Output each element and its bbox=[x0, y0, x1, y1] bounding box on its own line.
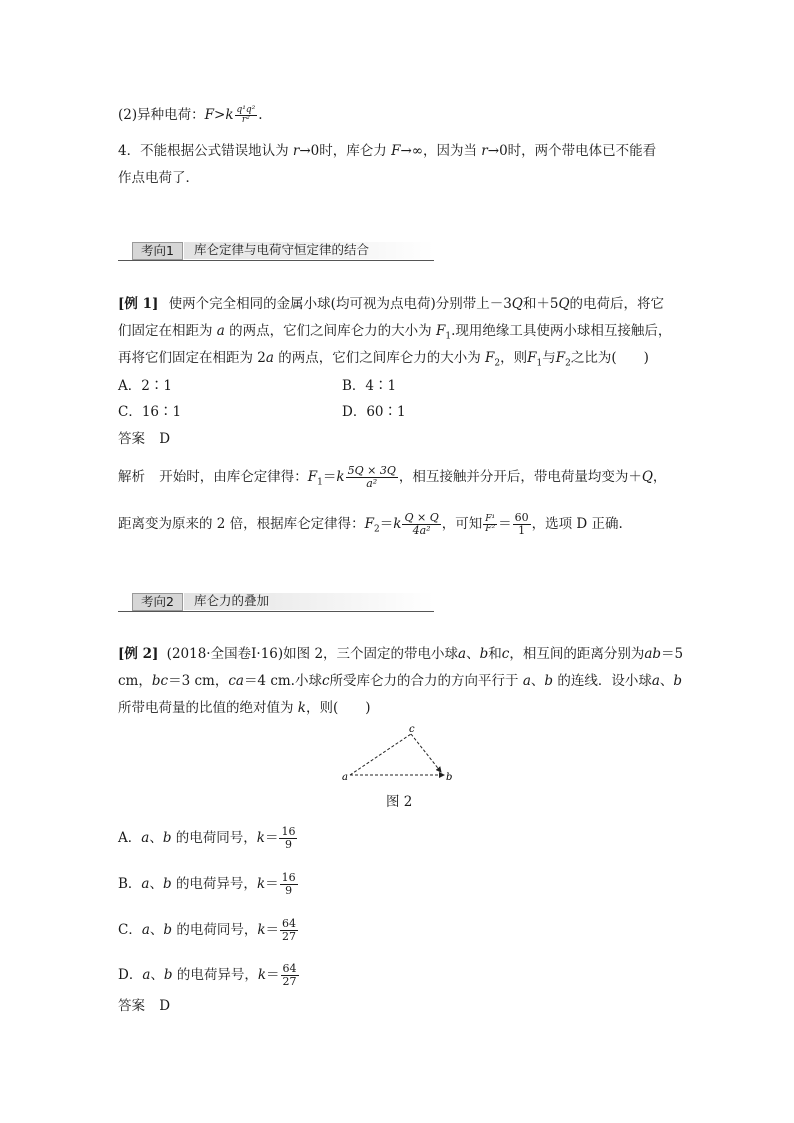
item-2-unlike-charges bbox=[118, 106, 263, 125]
var-r: r bbox=[292, 143, 300, 159]
var-b: b bbox=[544, 673, 554, 689]
var-a: a bbox=[522, 673, 531, 689]
text: .现用绝缘工具使两小球相互接触后， bbox=[451, 323, 672, 339]
text: ，选项 D 正确. bbox=[531, 516, 623, 532]
sep: 、 bbox=[149, 830, 163, 846]
denominator: F² bbox=[485, 524, 496, 534]
text: →∞，因为当 bbox=[400, 143, 477, 159]
var-F: F bbox=[391, 143, 401, 159]
var-r: r bbox=[481, 143, 488, 159]
option-c: C．16∶1 bbox=[118, 404, 182, 420]
option-d: D．60∶1 bbox=[342, 404, 406, 420]
text: 使两个完全相同的金属小球(均可视为点电荷)分别带上－3 bbox=[168, 296, 512, 312]
equals: ＝ bbox=[265, 922, 280, 938]
var-b: b bbox=[163, 922, 173, 938]
numerator: 64 bbox=[282, 962, 297, 975]
denominator: 4a² bbox=[412, 524, 431, 537]
equals: ＝ bbox=[379, 516, 394, 532]
var-k: k bbox=[225, 107, 234, 123]
fraction bbox=[346, 465, 398, 490]
var-b: b bbox=[479, 646, 489, 662]
text: ＝5 bbox=[661, 646, 684, 662]
var-k: k bbox=[257, 922, 266, 938]
var-k: k bbox=[336, 469, 345, 485]
text: 之比为( ) bbox=[570, 350, 649, 366]
answer-value: D bbox=[159, 998, 171, 1014]
text: 4．不能根据公式错误地认为 bbox=[118, 143, 289, 159]
sep: 、 bbox=[149, 876, 163, 892]
var-a: a bbox=[216, 323, 225, 339]
text: 与 bbox=[542, 350, 556, 366]
subscript: 2 bbox=[494, 358, 501, 369]
gt-sign: > bbox=[214, 107, 226, 123]
var-ca: ca bbox=[228, 673, 244, 689]
equals: ＝ bbox=[498, 516, 512, 532]
numerator: Q × Q bbox=[404, 511, 439, 524]
var-k: k bbox=[393, 516, 402, 532]
numerator: 16 bbox=[281, 871, 296, 884]
example2-answer bbox=[118, 997, 170, 1015]
item-4-line1 bbox=[118, 142, 656, 160]
section-rule bbox=[118, 611, 434, 612]
var-a: a bbox=[142, 967, 151, 983]
var-Q: Q bbox=[511, 296, 523, 312]
label-b: b bbox=[446, 772, 453, 783]
text: 所受库仑力的合力的方向平行于 bbox=[329, 673, 519, 689]
section-title: 库仑定律与电荷守恒定律的结合 bbox=[194, 242, 370, 257]
var-Q: Q bbox=[558, 296, 570, 312]
text: ， bbox=[652, 469, 667, 485]
section-header-kaoxiang1 bbox=[118, 241, 434, 261]
option-letter: D． bbox=[118, 967, 143, 983]
option-letter: A． bbox=[118, 830, 142, 846]
option-a bbox=[118, 826, 298, 851]
answer-label: 答案 bbox=[118, 998, 145, 1014]
var-a: a bbox=[458, 646, 467, 662]
period: . bbox=[258, 107, 263, 123]
var-c: c bbox=[321, 673, 330, 689]
var-a: a bbox=[141, 830, 150, 846]
sep: 、 bbox=[659, 673, 674, 689]
text: 和 bbox=[488, 646, 502, 662]
denominator: 1 bbox=[518, 524, 526, 537]
text: 的电荷异号， bbox=[176, 967, 258, 983]
var-F: F bbox=[307, 469, 318, 485]
text: ＝3 cm， bbox=[168, 673, 229, 689]
text: →0时，库仑力 bbox=[299, 143, 387, 159]
text: 的电荷异号， bbox=[175, 876, 257, 892]
text: 开始时，由库仑定律得： bbox=[159, 469, 308, 485]
text: ，可知 bbox=[441, 516, 483, 532]
subscript: 1 bbox=[317, 477, 323, 488]
var-F: F bbox=[485, 350, 495, 366]
var-b: b bbox=[163, 967, 173, 983]
var-c: c bbox=[501, 646, 510, 662]
var-F: F bbox=[555, 350, 566, 366]
text: 的连线．设小球 bbox=[557, 673, 652, 689]
denominator: 9 bbox=[285, 884, 293, 897]
text: 的电荷同号， bbox=[175, 830, 257, 846]
side-ac bbox=[350, 734, 411, 775]
subscript: 2 bbox=[374, 524, 380, 535]
fraction bbox=[281, 963, 299, 988]
var-bc: bc bbox=[151, 673, 169, 689]
side-cb bbox=[411, 734, 441, 772]
example1-solution-line2 bbox=[118, 512, 623, 539]
text: 的电荷后，将它 bbox=[569, 296, 665, 312]
example2-line1 bbox=[118, 645, 683, 663]
var-k: k bbox=[256, 876, 266, 892]
text: 作点电荷了． bbox=[118, 170, 199, 186]
fraction bbox=[235, 106, 258, 125]
numerator: 16 bbox=[281, 825, 296, 838]
denominator: a² bbox=[366, 477, 378, 490]
fraction bbox=[280, 872, 298, 897]
equals: ＝ bbox=[266, 967, 280, 983]
figure-2-triangle bbox=[340, 722, 456, 788]
sep: 、 bbox=[150, 967, 164, 983]
text: ，则( ) bbox=[305, 700, 371, 716]
var-a: a bbox=[141, 922, 150, 938]
text: ，相互接触并分开后，带电荷量均变为＋ bbox=[398, 469, 642, 485]
equals: ＝ bbox=[265, 876, 279, 892]
fraction bbox=[279, 826, 297, 851]
example1-line2 bbox=[118, 322, 671, 346]
fraction bbox=[513, 512, 531, 537]
var-Q: Q bbox=[641, 469, 653, 485]
solution-label: 解析 bbox=[118, 469, 145, 485]
text: 的两点，它们之间库仑力的大小为 bbox=[278, 350, 481, 366]
text: ＝4 cm.小球 bbox=[243, 673, 322, 689]
option-letter: C． bbox=[118, 922, 142, 938]
denominator: r² bbox=[241, 115, 250, 125]
sep: 、 bbox=[530, 673, 545, 689]
section-title: 库仑力的叠加 bbox=[194, 593, 270, 608]
var-ab: ab bbox=[644, 646, 662, 662]
example1-answer bbox=[118, 430, 170, 448]
subscript: 2 bbox=[565, 358, 571, 369]
option-a: A．2∶1 bbox=[118, 378, 172, 394]
text: 们固定在相距为 bbox=[118, 323, 213, 339]
option-b: B．4∶1 bbox=[342, 378, 397, 394]
numerator: 64 bbox=[282, 917, 297, 930]
subscript: 1 bbox=[445, 331, 452, 342]
answer-label: 答案 bbox=[118, 431, 145, 447]
var-b: b bbox=[162, 876, 172, 892]
var-F: F bbox=[435, 323, 446, 339]
text: 的两点，它们之间库仑力的大小为 bbox=[229, 323, 432, 339]
numerator: 5Q × 3Q bbox=[347, 464, 396, 477]
example2-line2 bbox=[118, 672, 682, 690]
label-c: c bbox=[409, 724, 415, 735]
numerator: F¹ bbox=[485, 514, 496, 524]
text: 的电荷同号， bbox=[176, 922, 258, 938]
var-b: b bbox=[673, 673, 683, 689]
item-4-line2 bbox=[118, 169, 199, 187]
text: 所带电荷量的比值的绝对值为 bbox=[118, 700, 294, 716]
fraction bbox=[280, 918, 298, 943]
fraction bbox=[402, 512, 440, 537]
var-F: F bbox=[364, 516, 375, 532]
var-a: a bbox=[141, 876, 150, 892]
fraction bbox=[483, 515, 497, 534]
text: (2018·全国卷Ⅰ·16)如图 2，三个固定的带电小球 bbox=[166, 646, 459, 662]
section-tag: 考向1 bbox=[132, 242, 183, 260]
answer-value: D bbox=[159, 431, 171, 447]
section-rule bbox=[118, 260, 434, 261]
figure-caption: 图 2 bbox=[386, 794, 413, 810]
numerator: q¹q² bbox=[236, 105, 256, 115]
text: ，则 bbox=[500, 350, 528, 366]
equals: ＝ bbox=[322, 469, 337, 485]
var-k: k bbox=[257, 967, 267, 983]
option-d bbox=[118, 963, 300, 988]
text: cm， bbox=[118, 673, 152, 689]
item-label: (2)异种电荷： bbox=[118, 107, 205, 123]
text: 和＋5 bbox=[522, 296, 559, 312]
var-k: k bbox=[256, 830, 265, 846]
example1-line3 bbox=[118, 349, 649, 373]
option-letter: B． bbox=[118, 876, 142, 892]
option-c bbox=[118, 918, 299, 943]
subscript: 1 bbox=[536, 358, 543, 369]
equals: ＝ bbox=[264, 830, 279, 846]
var-F: F bbox=[527, 350, 537, 366]
example-label: [例 2] bbox=[118, 646, 159, 662]
numerator: 60 bbox=[514, 511, 529, 524]
section-tag: 考向2 bbox=[132, 593, 183, 611]
sep: 、 bbox=[466, 646, 480, 662]
section-header-kaoxiang2 bbox=[118, 592, 434, 612]
example2-line3 bbox=[118, 699, 371, 717]
example1-solution-line1 bbox=[118, 465, 666, 492]
var-k: k bbox=[297, 700, 306, 716]
label-a: a bbox=[342, 772, 348, 783]
var-a: a bbox=[651, 673, 660, 689]
text: ，相互间的距离分别为 bbox=[509, 646, 645, 662]
denominator: 27 bbox=[282, 975, 297, 988]
example1-line1 bbox=[118, 295, 664, 313]
example-label: [例 1] bbox=[118, 296, 159, 312]
text: 再将它们固定在相距为 2 bbox=[118, 350, 266, 366]
text: →0时，两个带电体已不能看 bbox=[487, 143, 657, 159]
denominator: 27 bbox=[282, 930, 297, 943]
var-a: a bbox=[265, 350, 274, 366]
option-b bbox=[118, 872, 299, 897]
sep: 、 bbox=[149, 922, 164, 938]
denominator: 9 bbox=[284, 838, 292, 851]
var-F: F bbox=[204, 107, 214, 123]
var-b: b bbox=[162, 830, 172, 846]
text: 距离变为原来的 2 倍，根据库仑定律得： bbox=[118, 516, 365, 532]
